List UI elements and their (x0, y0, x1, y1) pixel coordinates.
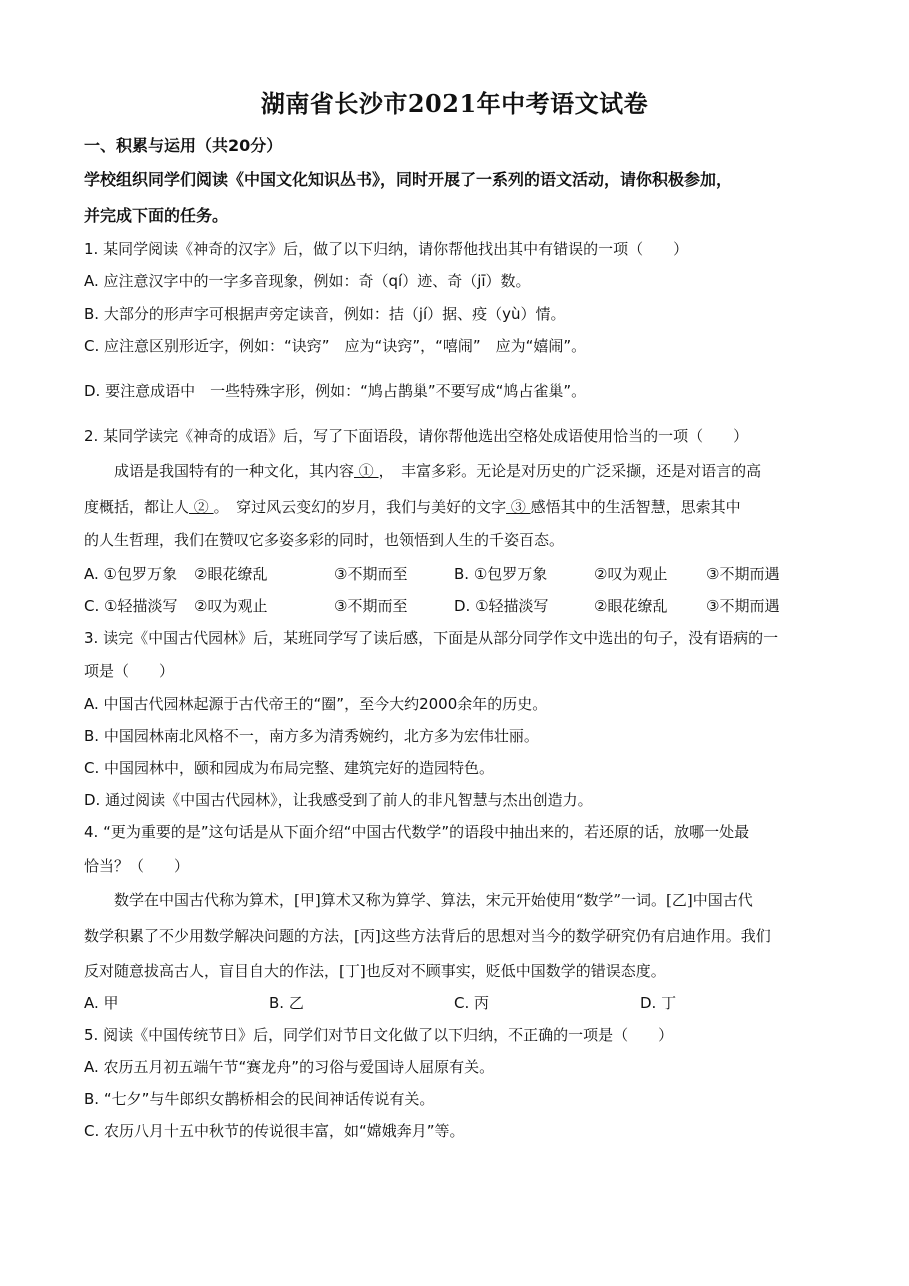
q2-option-a-2: ②眼花缭乱 (194, 565, 268, 583)
q2-passage-line-3: 的人生哲理，我们在赞叹它多姿多彩的同时，也领悟到人生的千姿百态。 (84, 531, 565, 549)
passage-text: 度概括，都让人 (84, 498, 190, 516)
q2-passage-line-1 (84, 461, 761, 481)
q4-stem-line-2: 恰当？（ ） (84, 857, 190, 875)
q4-stem-line-1: 4. “更为重要的是”这句话是从下面介绍“中国古代数学”的语段中抽出来的，若还原的话，放哪一处最 (84, 823, 750, 841)
passage-text: 。 穿过风云变幻的岁月，我们与美好的文字 (213, 498, 507, 516)
q2-option-b-2: ②叹为观止 (594, 565, 668, 583)
q2-option-a-3: ③不期而至 (334, 565, 408, 583)
q2-option-c-1: C. ①轻描淡写 (84, 597, 178, 615)
passage-text: ， 丰富多彩。无论是对历史的广泛采撷，还是对语言的高 (378, 462, 762, 480)
q2-option-a-1: A. ①包罗万象 (84, 565, 177, 583)
q2-passage-line-2 (84, 497, 741, 517)
q4-option-d: D. 丁 (640, 994, 677, 1012)
q2-option-c-2: ②叹为观止 (194, 597, 268, 615)
q4-option-b: B. 乙 (269, 994, 304, 1012)
q4-passage-line-3: 反对随意拔高古人，盲目自大的作法，[丁]也反对不顾事实，贬低中国数学的错误态度。 (84, 962, 666, 980)
q1-option-a: A. 应注意汉字中的一字多音现象，例如：奇（qí）迹、奇（jī）数。 (84, 272, 531, 290)
q5-option-a: A. 农历五月初五端午节“赛龙舟”的习俗与爱国诗人屈原有关。 (84, 1058, 495, 1076)
q3-stem-line-2: 项是（ ） (84, 662, 175, 680)
blank-2: ② (189, 498, 214, 516)
section-intro-line-1: 学校组织同学们阅读《中国文化知识丛书》，同时开展了一系列的语文活动，请你积极参加， (84, 170, 733, 189)
blank-3: ③ (506, 498, 531, 516)
q2-option-b-3: ③不期而遇 (706, 565, 780, 583)
q5-option-b: B. “七夕”与牛郎织女鹊桥相会的民间神话传说有关。 (84, 1090, 435, 1108)
q1-option-c: C. 应注意区别形近字，例如：“诀窍” 应为“诀窍”，“嘻闹” 应为“嬉闹”。 (84, 337, 587, 355)
q2-option-d-1: D. ①轻描淡写 (454, 597, 549, 615)
blank-1: ① (354, 462, 379, 480)
q2-option-c-3: ③不期而至 (334, 597, 408, 615)
passage-text: 感悟其中的生活智慧，思索其中 (530, 498, 741, 516)
q2-stem: 2. 某同学读完《神奇的成语》后，写了下面语段，请你帮他选出空格处成语使用恰当的一项（ ） (84, 427, 749, 445)
q1-stem: 1. 某同学阅读《神奇的汉字》后，做了以下归纳，请你帮他找出其中有错误的一项（ ） (84, 240, 689, 258)
q5-option-c: C. 农历八月十五中秋节的传说很丰富，如“嫦娥奔月”等。 (84, 1122, 465, 1140)
page-title: 湖南省长沙市2021年中考语文试卷 (260, 89, 649, 118)
q5-stem: 5. 阅读《中国传统节日》后，同学们对节日文化做了以下归纳，不正确的一项是（ ） (84, 1026, 674, 1044)
passage-text: 成语是我国特有的一种文化，其内容 (84, 462, 355, 480)
q4-passage-line-2: 数学积累了不少用数学解决问题的方法，[丙]这些方法背后的思想对当今的数学研究仍有启迪作用。我们 (84, 927, 771, 945)
q1-option-d: D. 要注意成语中 一些特殊字形，例如：“鸠占鹊巢”不要写成“鸠占雀巢”。 (84, 382, 587, 400)
q4-passage-line-1: 数学在中国古代称为算术，[甲]算术又称为算学、算法，宋元开始使用“数学”一词。[乙]中国古代 (84, 891, 753, 909)
q4-option-a: A. 甲 (84, 994, 119, 1012)
q4-option-c: C. 丙 (454, 994, 490, 1012)
section-intro-line-2: 并完成下面的任务。 (84, 206, 229, 225)
q3-option-b: B. 中国园林南北风格不一，南方多为清秀婉约，北方多为宏伟壮丽。 (84, 727, 539, 745)
q1-option-b: B. 大部分的形声字可根据声旁定读音，例如：拮（jí）据、疫（yù）情。 (84, 305, 566, 323)
q3-option-a: A. 中国古代园林起源于古代帝王的“圈”，至今大约2000余年的历史。 (84, 695, 548, 713)
section-heading: 一、积累与运用（共20分） (84, 136, 283, 155)
q2-option-d-2: ②眼花缭乱 (594, 597, 668, 615)
q3-stem-line-1: 3. 读完《中国古代园林》后，某班同学写了读后感，下面是从部分同学作文中选出的句子，没有语病的一 (84, 629, 779, 647)
q3-option-d: D. 通过阅读《中国古代园林》，让我感受到了前人的非凡智慧与杰出创造力。 (84, 791, 593, 809)
q3-option-c: C. 中国园林中，颐和园成为布局完整、建筑完好的造园特色。 (84, 759, 495, 777)
q2-option-b-1: B. ①包罗万象 (454, 565, 548, 583)
q2-option-d-3: ③不期而遇 (706, 597, 780, 615)
